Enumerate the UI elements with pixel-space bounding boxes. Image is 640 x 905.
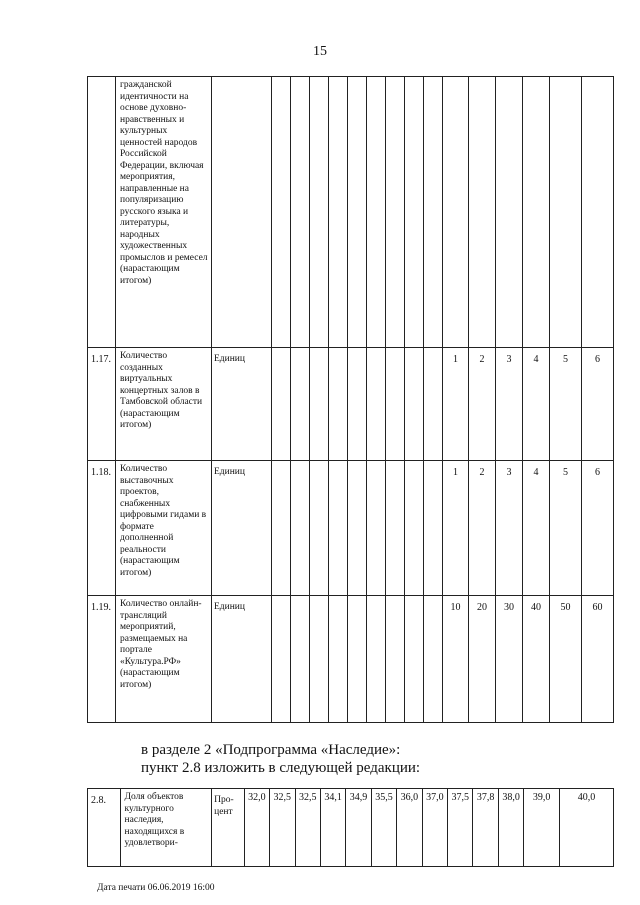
value-cell bbox=[367, 596, 386, 723]
row-number bbox=[88, 77, 116, 348]
value-cell: 32,0 bbox=[244, 789, 269, 867]
row-number: 1.17. bbox=[88, 348, 116, 461]
table-row bbox=[88, 461, 614, 596]
unit-line: цент bbox=[214, 806, 233, 817]
value-cell bbox=[367, 348, 386, 461]
value-cell bbox=[329, 348, 348, 461]
value-cell: 1 bbox=[443, 348, 469, 461]
value-cell bbox=[424, 348, 443, 461]
unit-line: Про- bbox=[214, 795, 234, 805]
unit-cell: Единиц bbox=[212, 461, 272, 596]
value-cell bbox=[310, 461, 329, 596]
value-cell: 60 bbox=[582, 596, 614, 723]
value-cell bbox=[386, 596, 405, 723]
value-cell bbox=[348, 596, 367, 723]
section-instruction-line2: пункт 2.8 изложить в следующей редакции: bbox=[141, 760, 421, 776]
value-cell bbox=[272, 596, 291, 723]
value-cell: 37,0 bbox=[422, 789, 447, 867]
indicator-name: Количество выставочных проектов, снабженных цифровыми гидами в формате дополненной реальности (нарастающим итогом) bbox=[116, 461, 212, 596]
value-cell: 38,0 bbox=[498, 789, 523, 867]
value-cell bbox=[405, 77, 424, 348]
value-cell: 5 bbox=[550, 348, 582, 461]
unit-cell: Единиц bbox=[212, 596, 272, 723]
table-row bbox=[88, 348, 614, 461]
page-number: 15 bbox=[313, 44, 327, 59]
unit-cell bbox=[212, 77, 272, 348]
indicator-name: гражданской идентичности на основе духовно-нравственных и культурных ценностей народов Российской Федерации, включая мероприятия, направленные на популяризацию русского языка и литературы, народных художественных промыслов и ремесел (нарастающим итогом) bbox=[116, 77, 212, 348]
indicators-table bbox=[87, 76, 614, 723]
value-cell: 6 bbox=[582, 461, 614, 596]
value-cell bbox=[291, 461, 310, 596]
value-cell bbox=[386, 77, 405, 348]
row-number: 2.8. bbox=[88, 789, 121, 867]
value-cell: 4 bbox=[523, 461, 550, 596]
value-cell bbox=[386, 348, 405, 461]
table-row bbox=[88, 77, 614, 348]
value-cell bbox=[329, 77, 348, 348]
value-cell bbox=[443, 77, 469, 348]
section-instruction-line1: в разделе 2 «Подпрограмма «Наследие»: bbox=[141, 742, 401, 758]
value-cell bbox=[310, 596, 329, 723]
value-cell: 37,5 bbox=[448, 789, 473, 867]
indicator-name: Доля объектов культурного наследия, находящихся в удовлетвори- bbox=[120, 789, 212, 867]
row-number: 1.19. bbox=[88, 596, 116, 723]
value-cell: 4 bbox=[523, 348, 550, 461]
value-cell bbox=[424, 77, 443, 348]
value-cell bbox=[405, 596, 424, 723]
value-cell: 20 bbox=[469, 596, 496, 723]
value-cell bbox=[367, 77, 386, 348]
value-cell bbox=[523, 77, 550, 348]
unit-cell bbox=[212, 789, 245, 867]
value-cell: 6 bbox=[582, 348, 614, 461]
value-cell bbox=[310, 77, 329, 348]
value-cell bbox=[582, 77, 614, 348]
value-cell: 35,5 bbox=[371, 789, 396, 867]
table-row bbox=[88, 596, 614, 723]
value-cell bbox=[348, 461, 367, 596]
value-cell bbox=[348, 348, 367, 461]
value-cell: 3 bbox=[496, 348, 523, 461]
value-cell: 32,5 bbox=[295, 789, 320, 867]
indicator-name: Количество созданных виртуальных концертных залов в Тамбовской области (нарастающим итогом) bbox=[116, 348, 212, 461]
value-cell: 34,1 bbox=[320, 789, 345, 867]
value-cell: 2 bbox=[469, 348, 496, 461]
table-row bbox=[88, 789, 614, 867]
value-cell bbox=[424, 461, 443, 596]
value-cell bbox=[291, 348, 310, 461]
value-cell: 32,5 bbox=[270, 789, 295, 867]
value-cell: 2 bbox=[469, 461, 496, 596]
value-cell bbox=[424, 596, 443, 723]
print-date: Дата печати 06.06.2019 16:00 bbox=[97, 883, 215, 893]
value-cell: 30 bbox=[496, 596, 523, 723]
value-cell: 36,0 bbox=[397, 789, 422, 867]
value-cell: 10 bbox=[443, 596, 469, 723]
value-cell bbox=[405, 461, 424, 596]
value-cell bbox=[386, 461, 405, 596]
value-cell bbox=[291, 77, 310, 348]
value-cell bbox=[310, 348, 329, 461]
value-cell: 50 bbox=[550, 596, 582, 723]
value-cell bbox=[550, 77, 582, 348]
value-cell bbox=[272, 77, 291, 348]
value-cell: 39,0 bbox=[524, 789, 560, 867]
value-cell bbox=[272, 461, 291, 596]
value-cell: 37,8 bbox=[473, 789, 498, 867]
value-cell: 34,9 bbox=[346, 789, 371, 867]
value-cell bbox=[291, 596, 310, 723]
value-cell bbox=[496, 77, 523, 348]
value-cell bbox=[329, 596, 348, 723]
value-cell: 40 bbox=[523, 596, 550, 723]
heritage-table bbox=[87, 788, 614, 867]
value-cell bbox=[348, 77, 367, 348]
value-cell bbox=[272, 348, 291, 461]
value-cell: 1 bbox=[443, 461, 469, 596]
value-cell bbox=[405, 348, 424, 461]
value-cell bbox=[367, 461, 386, 596]
value-cell bbox=[469, 77, 496, 348]
value-cell: 5 bbox=[550, 461, 582, 596]
value-cell bbox=[329, 461, 348, 596]
unit-cell: Единиц bbox=[212, 348, 272, 461]
value-cell: 3 bbox=[496, 461, 523, 596]
value-cell: 40,0 bbox=[559, 789, 613, 867]
row-number: 1.18. bbox=[88, 461, 116, 596]
indicator-name: Количество онлайн-трансляций мероприятий, размещаемых на портале «Культура.РФ» (нарастающим итогом) bbox=[116, 596, 212, 723]
